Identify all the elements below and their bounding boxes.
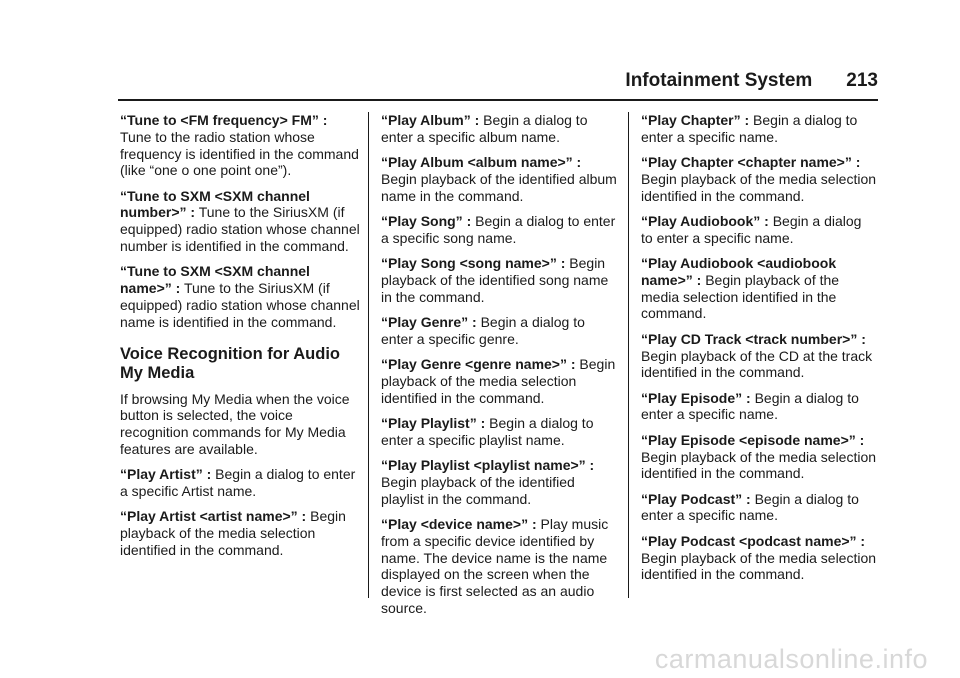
command-phrase: “Play Chapter” : [641, 112, 750, 128]
command-phrase: “Tune to SXM <SXM channel name>” : [120, 263, 310, 297]
entries-after-heading [120, 466, 360, 558]
command-phrase: “Play <device name>” : [381, 515, 537, 532]
command-entry [641, 213, 877, 247]
command-description: Begin playback of the media selection identified in the command. [381, 356, 616, 406]
command-entry [381, 516, 617, 617]
command-description: Begin a dialog to enter a specific album name. [381, 112, 588, 145]
command-entry [381, 112, 617, 146]
command-entry [381, 356, 617, 406]
command-description: Begin playback of the identified song name in the command. [381, 255, 609, 305]
column-divider [368, 112, 369, 598]
command-entry [120, 508, 360, 558]
page-number: 213 [846, 70, 878, 91]
command-phrase: “Play Genre” : [381, 313, 477, 330]
command-phrase: “Tune to SXM <SXM channel number>” : [120, 187, 310, 221]
command-description: Play music from a specific device identified by name. The device name is the name displayed on the screen when the device is first selected as an audio source. [381, 515, 609, 616]
entries-before-heading [120, 112, 360, 331]
command-phrase: “Play Podcast” : [641, 490, 751, 507]
command-description: Begin playback of the CD at the track identified in the command. [641, 347, 873, 381]
command-entry [381, 314, 617, 348]
watermark: carmanualsonline.info [654, 644, 928, 674]
command-entry [120, 188, 360, 255]
command-phrase: “Play Album” : [381, 112, 480, 128]
command-description: Begin a dialog to enter a specific name. [641, 389, 859, 423]
command-phrase: “Play Song” : [381, 212, 472, 229]
command-entry [120, 466, 360, 500]
page-header [118, 70, 878, 98]
command-entry [381, 154, 617, 204]
column-divider [628, 112, 629, 598]
command-entry [381, 415, 617, 449]
column-3 [641, 112, 877, 592]
command-description: Begin playback of the media selection identified in the command. [641, 448, 877, 482]
section-heading: Voice Recognition for Audio My Media [120, 344, 340, 382]
command-phrase: “Play CD Track <track number>” : [641, 330, 866, 347]
command-description: Begin playback of the media selection identified in the command. [641, 170, 877, 204]
command-description: Begin playback of the media selection identified in the command. [120, 508, 346, 558]
command-entry [641, 432, 877, 482]
command-entry [381, 255, 617, 305]
command-description: Begin a dialog to enter a specific genre. [381, 313, 585, 347]
command-description: Begin playback of the identified album name in the command. [381, 170, 617, 204]
command-phrase: “Play Genre <genre name>” : [381, 356, 576, 373]
entries-column-3 [641, 112, 877, 583]
command-phrase: “Play Episode <episode name>” : [641, 431, 865, 448]
command-phrase: “Play Artist” : [120, 466, 212, 483]
command-entry [641, 491, 877, 525]
command-phrase: “Play Audiobook <audiobook name>” : [641, 255, 837, 288]
command-entry [641, 533, 877, 583]
intro-paragraph: If browsing My Media when the voice button is selected, the voice recognition commands for My Media features are available. [120, 390, 350, 457]
command-entry [641, 390, 877, 424]
entries-column-2 [381, 112, 617, 617]
command-entry [120, 263, 360, 330]
command-entry [641, 112, 877, 146]
command-phrase: “Play Artist <artist name>” : [120, 508, 307, 525]
command-entry [641, 331, 877, 381]
command-description: Begin a dialog to enter a specific name. [641, 112, 858, 145]
command-phrase: “Play Audiobook” : [641, 212, 769, 229]
command-description: Begin playback of the media selection identified in the command. [641, 549, 877, 583]
header-rule [118, 99, 878, 101]
command-phrase: “Play Episode” : [641, 389, 751, 406]
command-description: Begin a dialog to enter a specific name. [641, 212, 862, 246]
command-entry [120, 112, 360, 179]
command-description: Tune to the SiriusXM (if equipped) radio station whose channel name is identified in the command. [120, 280, 360, 330]
command-phrase: “Play Album <album name>” : [381, 154, 582, 171]
column-1 [120, 112, 360, 567]
command-entry [381, 213, 617, 247]
command-phrase: “Play Chapter <chapter name>” : [641, 154, 861, 171]
command-phrase: “Play Playlist <playlist name>” : [381, 457, 595, 474]
command-entry [641, 255, 877, 322]
command-description: Begin a dialog to enter a specific Artist name. [120, 466, 356, 500]
command-phrase: “Play Podcast <podcast name>” : [641, 532, 866, 549]
command-phrase: “Play Playlist” : [381, 414, 486, 431]
command-phrase: “Tune to <FM frequency> FM” : [120, 112, 328, 128]
command-description: Begin a dialog to enter a specific name. [641, 490, 859, 524]
section-title: Infotainment System [625, 70, 813, 91]
command-description: Tune to the radio station whose frequency is identified in the command (like “one o one point one”). [120, 128, 359, 179]
command-description: Tune to the SiriusXM (if equipped) radio station whose channel number is identified in the command. [120, 204, 360, 255]
command-entry [641, 154, 877, 204]
column-2 [381, 112, 617, 625]
command-description: Begin playback of the identified playlist in the command. [381, 473, 575, 507]
command-description: Begin a dialog to enter a specific song name. [381, 212, 616, 246]
command-phrase: “Play Song <song name>” : [381, 255, 566, 272]
command-description: Begin a dialog to enter a specific playlist name. [381, 414, 594, 448]
command-entry [381, 457, 617, 507]
command-description: Begin playback of the media selection identified in the command. [641, 271, 840, 322]
